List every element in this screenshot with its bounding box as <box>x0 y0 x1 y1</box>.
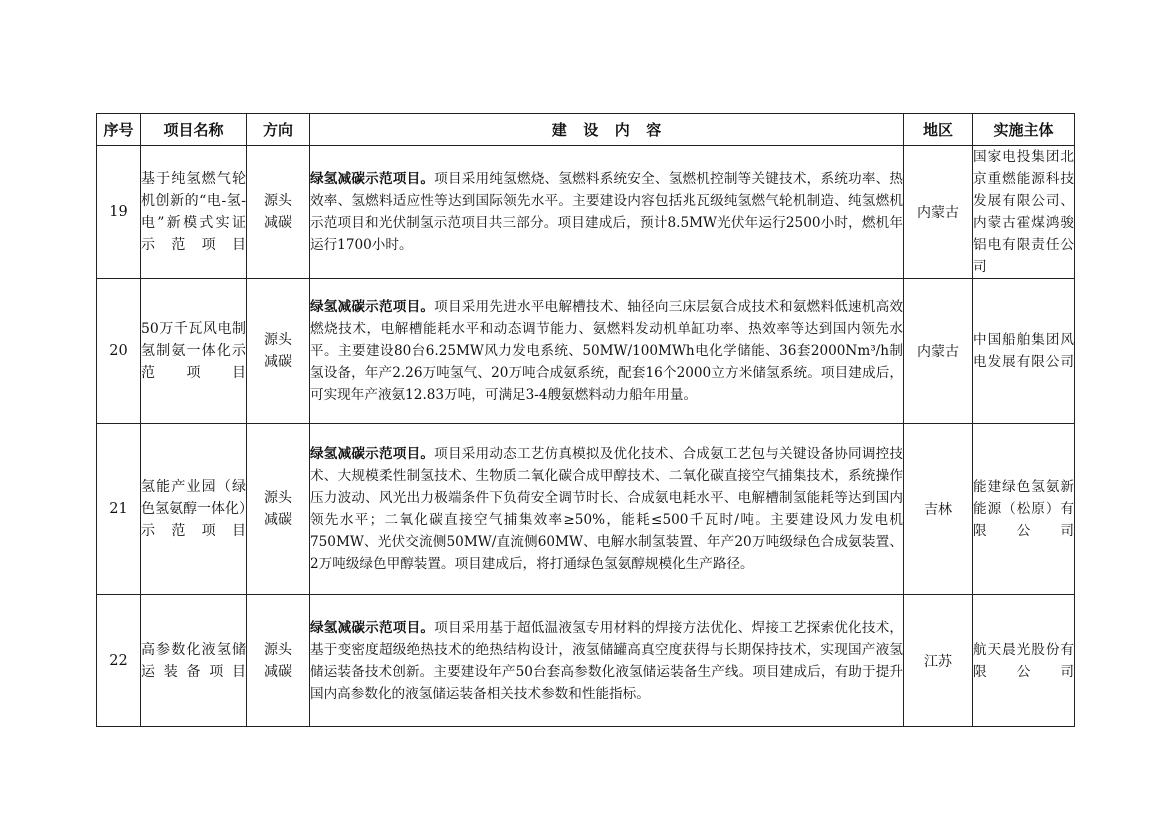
header-direction: 方向 <box>247 114 310 146</box>
cell-content <box>310 424 904 595</box>
content-body: 项目采用基于超低温液氢专用材料的焊接方法优化、焊接工艺探索优化技术，基于变密度超级绝热技术的绝热结构设计，液氢储罐高真空度获得与长期保持技术，实现国产液氢储运装备技术创新。主要建设年产50台套高参数化液氢储运装备生产线。项目建成后，有助于提升国内高参数化的液氢储运装备相关技术参数和性能指标。 <box>310 619 904 702</box>
cell-name: 高参数化液氢储运装备项目 <box>141 595 247 727</box>
table-row <box>97 279 1075 424</box>
content-body: 项目采用动态工艺仿真模拟及优化技术、合成氨工艺包与关键设备协同调控技术、大规模柔性制氢技术、生物质二氧化碳合成甲醇技术、二氧化碳直接空气捕集技术，系统操作压力波动、风光出力极端条件下负荷安全调节时长、合成氨电耗水平、电解槽制氢能耗等达到国内领先水平；二氧化碳直接空气捕集效率≥50%，能耗≤500千瓦时/吨。主要建设风力发电机750MW、光伏交流侧50MW/直流侧60MW、电解水制氢装置、年产20万吨级绿色合成氨装置、2万吨级绿色甲醇装置。项目建成后，将打通绿色氢氨醇规模化生产路径。 <box>310 446 904 572</box>
direction-text: 源头减碳 <box>263 332 292 370</box>
header-seq: 序号 <box>97 114 141 146</box>
header-content: 建设内容 <box>310 114 904 146</box>
cell-region: 吉林 <box>904 424 973 595</box>
table-row <box>97 424 1075 595</box>
cell-seq: 22 <box>97 595 141 727</box>
cell-region: 内蒙古 <box>904 146 973 279</box>
cell-name: 氢能产业园（绿色氢氨醇一体化）示范项目 <box>141 424 247 595</box>
cell-org: 航天晨光股份有限公司 <box>973 595 1075 727</box>
header-org: 实施主体 <box>973 114 1075 146</box>
direction-text: 源头减碳 <box>263 641 292 680</box>
cell-direction <box>247 595 310 727</box>
cell-org: 中国船舶集团风电发展有限公司 <box>973 279 1075 424</box>
content-lead: 绿氢减碳示范项目。 <box>310 299 435 315</box>
content-lead: 绿氢减碳示范项目。 <box>310 171 435 187</box>
cell-seq: 20 <box>97 279 141 424</box>
cell-org: 国家电投集团北京重燃能源科技发展有限公司、内蒙古霍煤鸿骏铝电有限责任公司 <box>973 146 1075 279</box>
cell-content <box>310 595 904 727</box>
content-lead: 绿氢减碳示范项目。 <box>310 619 435 636</box>
header-region: 地区 <box>904 114 973 146</box>
cell-direction <box>247 279 310 424</box>
table-row <box>97 146 1075 279</box>
cell-content <box>310 146 904 279</box>
content-body: 项目采用纯氢燃烧、氢燃料系统安全、氢燃机控制等关键技术，系统功率、热效率、氢燃料适应性等达到国际领先水平。主要建设内容包括兆瓦级纯氢燃气轮机制造、纯氢燃机示范项目和光伏制氢示范项目共三部分。项目建成后，预计8.5MW光伏年运行2500小时，燃机年运行1700小时。 <box>310 171 904 253</box>
cell-content <box>310 279 904 424</box>
cell-name: 50万千瓦风电制氢制氨一体化示范项目 <box>141 279 247 424</box>
table-row <box>97 595 1075 727</box>
header-name: 项目名称 <box>141 114 247 146</box>
content-lead: 绿氢减碳示范项目。 <box>310 446 435 462</box>
cell-seq: 21 <box>97 424 141 595</box>
project-table <box>96 113 1075 727</box>
direction-text: 源头减碳 <box>263 490 292 528</box>
content-body: 项目采用先进水平电解槽技术、轴径向三床层氨合成技术和氨燃料低速机高效燃烧技术，电解槽能耗水平和动态调节能力、氨燃料发动机单缸功率、热效率等达到国内领先水平。主要建设80台6.25MW风力发电系统、50MW/100MWh电化学储能、36套2000Nm³/h制氢设备，年产2.26万吨氢气、20万吨合成氨系统，配套16个2000立方米储氢系统。项目建成后，可实现年产液氨12.83万吨，可满足3-4艘氨燃料动力船年用量。 <box>310 299 904 403</box>
cell-region: 江苏 <box>904 595 973 727</box>
table-header-row <box>97 114 1075 146</box>
cell-org: 能建绿色氢氨新能源（松原）有限公司 <box>973 424 1075 595</box>
cell-seq: 19 <box>97 146 141 279</box>
cell-direction <box>247 146 310 279</box>
cell-name: 基于纯氢燃气轮机创新的“电-氢-电”新模式实证示范项目 <box>141 146 247 279</box>
cell-region: 内蒙古 <box>904 279 973 424</box>
cell-direction <box>247 424 310 595</box>
direction-text: 源头减碳 <box>263 193 292 231</box>
